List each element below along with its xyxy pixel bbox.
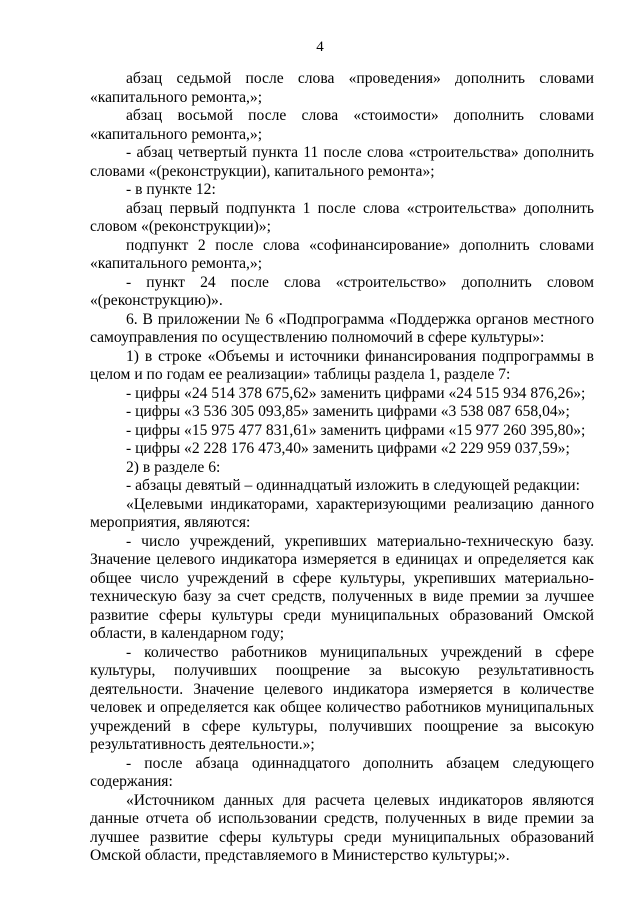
paragraph-20: «Источником данных для расчета целевых индикаторов являются данные отчета об использовании средств, полученных в виде премии за лучшее развитие сферы культуры среди муниципальных образований Омской области, представляемого в Министерство культуры;».: [90, 791, 594, 864]
paragraph-17: - число учреждений, укрепивших материально-техническую базу. Значение целевого индикатора измеряется в единицах и определяется как общее число учреждений в сфере культуры, укрепивших материально-техническую базу за счет средств, полученных в виде премии за лучшее развитие сферы культуры среди муниципальных образований Омской области, в календарном году;: [90, 532, 594, 642]
paragraph-9: 1) в строке «Объемы и источники финансирования подпрограммы в целом и по годам ее реализации» таблицы раздела 1, разделе 7:: [90, 347, 594, 383]
paragraph-8: 6. В приложении № 6 «Подпрограмма «Поддержка органов местного самоуправления по осуществлению полномочий в сфере культуры»:: [90, 310, 594, 346]
paragraph-12: - цифры «15 975 477 831,61» заменить цифрами «15 977 260 395,80»;: [126, 421, 586, 439]
paragraph-4: - в пункте 12:: [126, 181, 216, 198]
paragraph-16: «Целевыми индикаторами, характеризующими реализацию данного мероприятия, являются:: [90, 495, 594, 531]
paragraph-14: 2) в разделе 6:: [126, 458, 221, 476]
paragraph-3: - абзац четвертый пункта 11 после слова «строительства» дополнить словами «(реконструкции), капитального ремонта»;: [90, 144, 594, 180]
paragraph-2: абзац восьмой после слова «стоимости» дополнить словами «капитального ремонта,»;: [90, 107, 594, 143]
paragraph-10: - цифры «24 514 378 675,62» заменить цифрами «24 515 934 876,26»;: [126, 384, 586, 402]
paragraph-13: - цифры «2 228 176 473,40» заменить цифрами «2 229 959 037,59»;: [126, 440, 570, 457]
paragraph-19: - после абзаца одиннадцатого дополнить абзацем следующего содержания:: [90, 754, 594, 790]
paragraph-11: - цифры «3 536 305 093,85» заменить цифрами «3 538 087 658,04»;: [126, 403, 570, 420]
paragraph-6: подпункт 2 после слова «софинансирование» дополнить словами «капитального ремонта,»;: [90, 236, 594, 272]
document-body: [90, 70, 594, 866]
paragraph-7: - пункт 24 после слова «строительство» дополнить словом «(реконструкцию)».: [90, 273, 594, 309]
page-number: 4: [316, 39, 324, 55]
paragraph-15: - абзацы девятый – одиннадцатый изложить в следующей редакции:: [126, 477, 580, 494]
paragraph-5: абзац первый подпункта 1 после слова «строительства» дополнить словом «(реконструкции)»;: [90, 199, 594, 235]
paragraph-18: - количество работников муниципальных учреждений в сфере культуры, получивших поощрение за высокую результативность деятельности. Значение целевого индикатора измеряется в количестве человек и определяется как общее количество работников муниципальных учреждений в сфере культуры, получивших поощрение за высокую результативность деятельности.»;: [90, 643, 594, 753]
paragraph-1: абзац седьмой после слова «проведения» дополнить словами «капитального ремонта,»;: [90, 70, 594, 106]
